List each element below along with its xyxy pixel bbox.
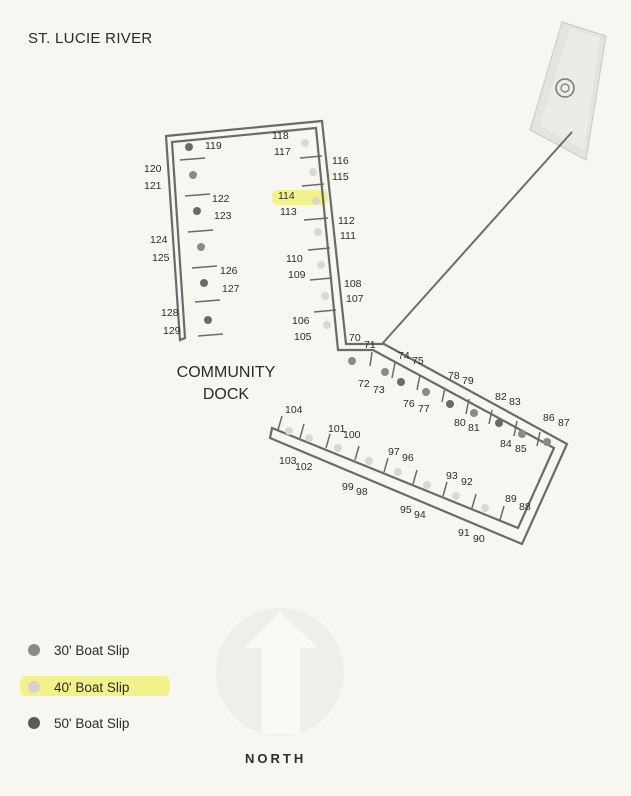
slip-marker — [312, 197, 320, 205]
slip-divider — [355, 446, 359, 460]
slip-divider — [188, 230, 213, 232]
slip-number-80: 80 — [454, 417, 466, 429]
slip-divider — [314, 310, 336, 312]
slip-marker — [518, 430, 526, 438]
compass-north-arrow — [216, 608, 344, 736]
slip-divider — [417, 375, 420, 390]
legend-dot-icon — [28, 681, 40, 693]
legend-item-50 — [28, 713, 129, 733]
slip-number-116: 116 — [332, 155, 349, 167]
slip-divider — [413, 470, 417, 484]
dock-name-line2: DOCK — [202, 386, 250, 403]
slip-number-90: 90 — [473, 533, 485, 545]
slip-marker — [323, 321, 331, 329]
legend-dot-icon — [28, 717, 40, 729]
slip-number-125: 125 — [152, 252, 170, 264]
slip-divider — [326, 434, 330, 448]
dock-outline — [166, 121, 567, 544]
slip-number-79: 79 — [462, 375, 474, 387]
slip-number-87: 87 — [558, 417, 570, 429]
slip-marker — [189, 171, 197, 179]
slip-marker — [381, 368, 389, 376]
slip-number-128: 128 — [161, 307, 179, 319]
slip-divider — [192, 266, 217, 268]
slip-marker — [452, 492, 460, 500]
slip-marker — [285, 427, 293, 435]
slip-number-127: 127 — [222, 283, 240, 295]
slip-number-70: 70 — [349, 332, 361, 344]
slip-marker — [365, 457, 373, 465]
north-label: NORTH — [245, 751, 307, 766]
slip-marker — [317, 261, 325, 269]
map-title: ST. LUCIE RIVER — [28, 30, 153, 47]
slip-marker — [423, 481, 431, 489]
slip-number-84: 84 — [500, 438, 512, 450]
slip-marker — [495, 419, 503, 427]
slip-number-97: 97 — [388, 446, 400, 458]
slip-number-126: 126 — [220, 265, 238, 277]
slip-marker — [422, 388, 430, 396]
slip-marker — [348, 357, 356, 365]
slip-number-104: 104 — [285, 404, 303, 416]
slip-divider — [195, 300, 220, 302]
legend-dot-icon — [28, 644, 40, 656]
slip-number-95: 95 — [400, 504, 412, 516]
slip-marker — [446, 400, 454, 408]
slip-number-114: 114 — [278, 190, 295, 202]
slip-number-118: 118 — [272, 130, 289, 142]
slip-marker — [309, 168, 317, 176]
slip-number-93: 93 — [446, 470, 458, 482]
slip-number-89: 89 — [505, 493, 517, 505]
slip-divider — [310, 278, 332, 280]
slip-marker — [481, 504, 489, 512]
slip-number-122: 122 — [212, 193, 230, 205]
slip-number-100: 100 — [343, 429, 361, 441]
slip-number-76: 76 — [403, 398, 415, 410]
slip-marker — [305, 434, 313, 442]
slip-marker — [185, 143, 193, 151]
slip-marker — [301, 139, 309, 147]
slip-number-106: 106 — [292, 315, 310, 327]
legend-label: 30' Boat Slip — [54, 642, 130, 658]
slip-marker — [193, 207, 201, 215]
slip-number-129: 129 — [163, 325, 181, 337]
slip-number-78: 78 — [448, 370, 460, 382]
slip-marker — [204, 316, 212, 324]
slip-number-85: 85 — [515, 443, 527, 455]
slip-number-120: 120 — [144, 163, 162, 175]
slip-number-102: 102 — [295, 461, 313, 473]
slip-number-117: 117 — [274, 146, 291, 158]
slip-number-82: 82 — [495, 391, 507, 403]
slip-divider — [180, 158, 205, 160]
slip-number-108: 108 — [344, 278, 362, 290]
slip-marker — [394, 468, 402, 476]
slip-number-124: 124 — [150, 234, 168, 246]
slip-divider — [308, 248, 330, 250]
slip-number-99: 99 — [342, 481, 354, 493]
slip-number-110: 110 — [286, 253, 303, 265]
slip-marker — [197, 243, 205, 251]
slip-number-121: 121 — [144, 180, 162, 192]
slip-number-96: 96 — [402, 452, 414, 464]
dock-name-line1: COMMUNITY — [176, 364, 276, 381]
slip-number-113: 113 — [280, 206, 297, 218]
slip-number-92: 92 — [461, 476, 473, 488]
slip-number-71: 71 — [364, 339, 376, 351]
legend-label: 50' Boat Slip — [54, 715, 130, 731]
slip-number-86: 86 — [543, 412, 555, 424]
slip-number-74: 74 — [398, 350, 410, 362]
slip-divider — [472, 494, 476, 508]
slip-divider — [442, 388, 445, 402]
slip-number-75: 75 — [412, 355, 424, 367]
slip-marker — [314, 228, 322, 236]
slip-number-103: 103 — [279, 455, 297, 467]
slip-number-98: 98 — [356, 486, 368, 498]
slip-number-73: 73 — [373, 384, 385, 396]
slip-marker — [321, 292, 329, 300]
slip-divider — [392, 363, 395, 378]
slip-number-109: 109 — [288, 269, 306, 281]
slip-divider — [278, 416, 282, 430]
slip-number-81: 81 — [468, 422, 480, 434]
slip-marker — [334, 444, 342, 452]
parking-area — [530, 22, 606, 160]
slip-number-91: 91 — [458, 527, 470, 539]
slip-divider — [443, 482, 447, 496]
walkway — [382, 132, 572, 344]
legend-label: 40' Boat Slip — [54, 679, 130, 695]
slip-divider — [198, 334, 223, 336]
slip-divider — [185, 194, 210, 196]
slip-number-72: 72 — [358, 378, 370, 390]
slip-number-115: 115 — [332, 171, 349, 183]
slip-marker — [543, 438, 551, 446]
slip-dots — [185, 139, 551, 512]
slip-divider — [300, 424, 304, 438]
slip-marker — [200, 279, 208, 287]
slip-divider — [370, 352, 372, 366]
slip-number-107: 107 — [346, 293, 364, 305]
slip-number-105: 105 — [294, 331, 312, 343]
slip-number-123: 123 — [214, 210, 232, 222]
slip-marker — [397, 378, 405, 386]
slip-number-112: 112 — [338, 215, 355, 227]
legend-item-40 — [28, 677, 129, 697]
slip-number-101: 101 — [328, 423, 346, 435]
slip-number-88: 88 — [519, 501, 531, 513]
slip-divider — [500, 506, 504, 520]
slip-marker — [470, 409, 478, 417]
slip-number-111: 111 — [340, 230, 356, 242]
slip-number-119: 119 — [205, 140, 222, 152]
legend-item-30 — [28, 640, 129, 660]
slip-numbers — [144, 130, 570, 545]
dock-name — [168, 362, 284, 406]
slip-number-77: 77 — [418, 403, 430, 415]
slip-divider — [384, 458, 388, 472]
slip-number-94: 94 — [414, 509, 426, 521]
slip-number-83: 83 — [509, 396, 521, 408]
